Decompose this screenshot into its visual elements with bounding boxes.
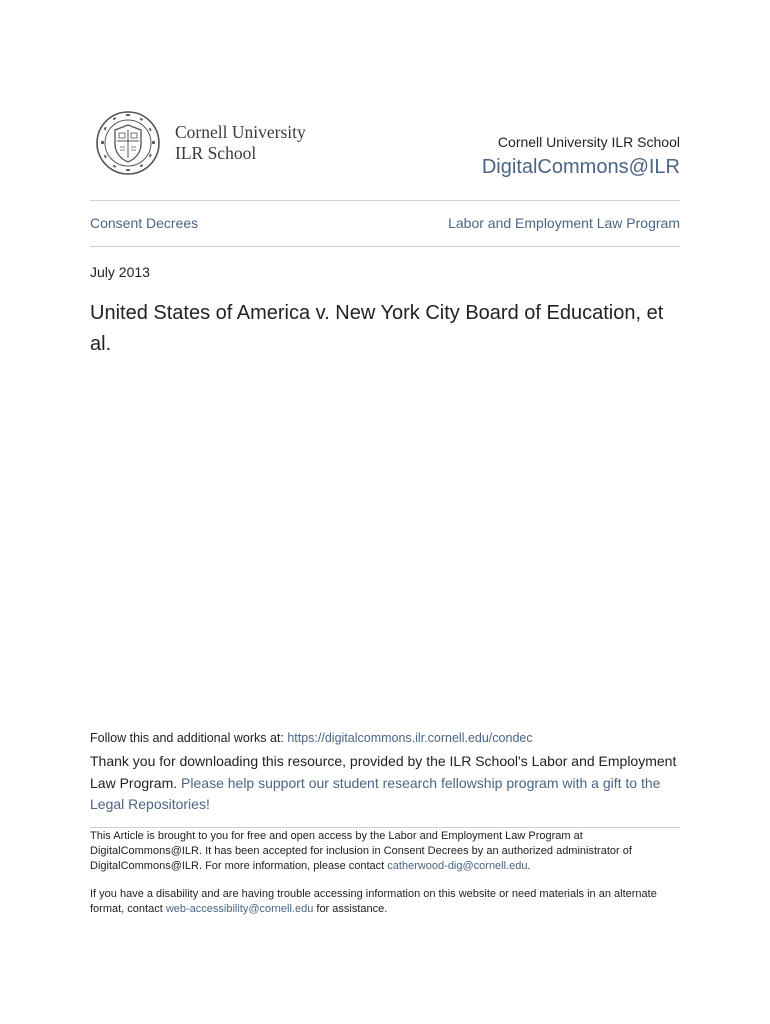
collection-url-link[interactable]: https://digitalcommons.ilr.cornell.edu/condec (287, 731, 533, 745)
school-name: Cornell University ILR School (497, 134, 680, 150)
accessibility-notice (90, 887, 680, 917)
cornell-ilr-logo[interactable] (95, 110, 306, 176)
accessibility-end: for assistance. (313, 903, 388, 915)
follow-line (90, 731, 680, 745)
breadcrumb (90, 215, 680, 231)
cornell-seal-icon (95, 110, 161, 176)
document-title: United States of America v. New York City Board of Education, et al. (90, 302, 664, 355)
follow-label: Follow this and additional works at: (90, 731, 288, 745)
thanks-paragraph (90, 751, 680, 816)
repository-header (482, 134, 680, 179)
collection-link[interactable]: Consent Decrees (90, 215, 199, 231)
logo-line-school: ILR School (175, 143, 257, 163)
access-notice-end: . (527, 860, 531, 872)
contact-email-link[interactable]: catherwood-dig@cornell.edu (387, 860, 528, 872)
access-notice-text: This Article is brought to you for free and open access by the Labor and Employment Law Program at DigitalCommons@ILR. It has been accepted for inclusion in Consent Decrees by an authorized administrator of DigitalCommons@ILR. For more information, please contact (90, 830, 632, 872)
repository-link[interactable]: DigitalCommons@ILR (481, 156, 680, 178)
accessibility-text: If you have a disability and are having trouble accessing information on this website or need materials in an alternate format, contact (90, 888, 657, 915)
access-notice (90, 829, 680, 874)
logo-line-university: Cornell University (175, 122, 306, 142)
footer-divider (90, 827, 680, 828)
breadcrumb-divider (90, 246, 680, 247)
accessibility-email-link[interactable]: web-accessibility@cornell.edu (165, 903, 314, 915)
header-divider (90, 200, 680, 201)
publication-date: July 2013 (90, 264, 150, 280)
logo-wordmark (175, 122, 306, 164)
support-link[interactable]: Please help support our student research fellowship program with a gift to the Legal Repositories! (90, 774, 661, 812)
program-link[interactable]: Labor and Employment Law Program (448, 215, 680, 231)
thanks-text: Thank you for downloading this resource, provided by the ILR School's Labor and Employment Law Program. (90, 753, 677, 791)
